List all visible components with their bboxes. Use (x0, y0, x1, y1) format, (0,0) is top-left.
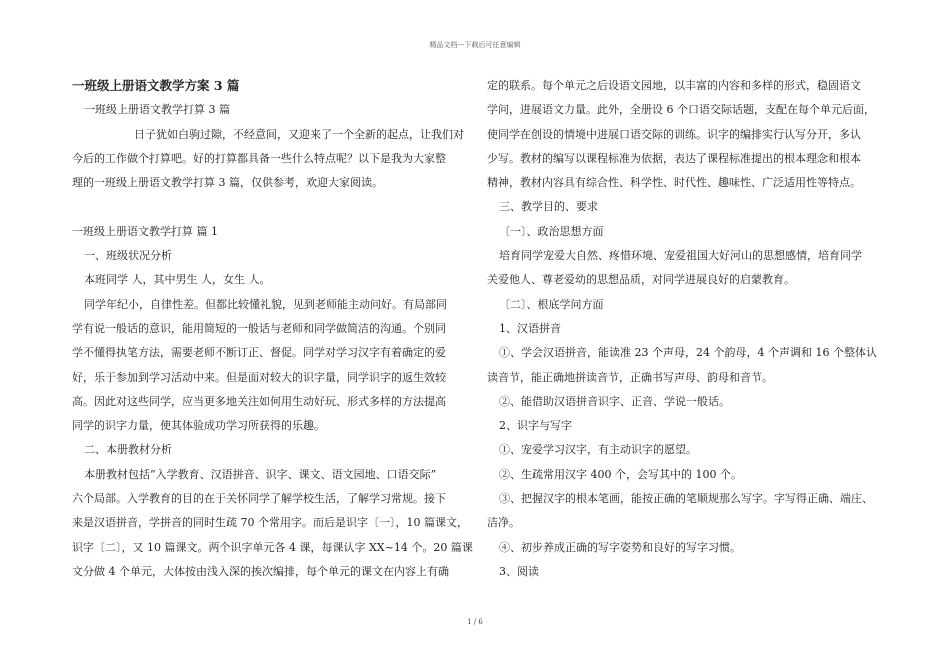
right-column (487, 74, 881, 584)
text-line: 日子犹如白驹过隙，不经意间，又迎来了一个全新的起点，让我们对 (134, 127, 464, 141)
text-line: 学问，进展语文力量。此外，全册设 6 个口语交际话题，支配在每个单元后面， (487, 103, 875, 117)
blank-line (72, 195, 466, 219)
text-line: 本册教材包括“入学教育、汉语拼音、识字、课文、语文园地、口语交际” (84, 467, 437, 481)
text-line: 同学年纪小，自律性差。但都比较懂礼貌，见到老师能主动问好。有局部同 (84, 297, 447, 311)
text-line: 理的一班级上册语文教学打算 3 篇，仅供参考，欢迎大家阅读。 (72, 176, 383, 190)
text-line: 2、识字与写字 (499, 419, 572, 433)
text-line: 关爱他人、尊老爱幼的思想品质，对同学进展良好的启蒙教育。 (487, 273, 795, 287)
text-line: 高。因此对这些同学，应当更多地关注如何用生动好玩、形式多样的方法提高 (72, 394, 446, 408)
document-title: 一班级上册语文教学方案 3 篇 (72, 78, 240, 93)
text-line: ③、把握汉字的根本笔画，能按正确的笔顺规那么写字。字写得正确、端庄、 (499, 492, 873, 506)
text-line: 二、本册教材分析 (84, 443, 172, 457)
text-line: 精神，教材内容具有综合性、科学性、时代性、趣味性、广泛适用性等特点。 (487, 176, 861, 190)
text-line: 本班同学 人，其中男生 人，女生 人。 (84, 273, 271, 287)
text-line: 识字〔二〕，又 10 篇课文。两个识字单元各 4 课，每课认字 XX~14 个。20 篇课 (72, 540, 473, 554)
text-line: 学有说一般话的意识，能用简短的一般话与老师和同学做简洁的沟通。个别同 (72, 321, 446, 335)
text-line: 同学的识字力量，使其体验成功学习所获得的乐趣。 (72, 419, 325, 433)
text-line: ②、生疏常用汉字 400 个，会写其中的 100 个。 (499, 467, 742, 481)
text-line: 使同学在创设的情境中进展口语交际的训练。识字的编排实行认写分开，多认 (487, 127, 861, 141)
text-line: 一、班级状况分析 (84, 249, 172, 263)
text-line: 1、汉语拼音 (499, 321, 561, 335)
text-line: 少写。教材的编写以课程标准为依据，表达了课程标准提出的根本理念和根本 (487, 151, 861, 165)
text-line: 读音节，能正确地拼读音节，正确书写声母、韵母和音节。 (487, 370, 773, 384)
text-line: 六个局部。入学教育的目的在于关怀同学了解学校生活，了解学习常规。接下 (72, 492, 446, 506)
text-line: 培育同学宠爱大自然、疼惜环境、宠爱祖国大好河山的思想感情，培育同学 (499, 249, 862, 263)
page-number: 1 / 6 (467, 618, 483, 626)
text-line: 洁净。 (487, 516, 520, 530)
text-line: ②、能借助汉语拼音识字、正音、学说一般话。 (499, 394, 730, 408)
text-line: 一班级上册语文教学打算 3 篇 (84, 103, 230, 117)
text-line: ④、初步养成正确的写字姿势和良好的写字习惯。 (499, 540, 741, 554)
text-line: ①、宠爱学习汉字，有主动识字的愿望。 (499, 443, 697, 457)
text-line: 一班级上册语文教学打算 篇 1 (72, 224, 218, 238)
text-line: 好，乐于参加到学习活动中来。但是面对较大的识字量，同学识字的返生效较 (72, 370, 446, 384)
text-line: 学不懂得执笔方法，需要老师不断订正、督促。同学对学习汉字有着确定的爱 (72, 346, 446, 360)
text-line: 〔一〕、政治思想方面 (499, 224, 604, 238)
text-line: 3、阅读 (499, 564, 539, 578)
text-line: ①、学会汉语拼音，能读准 23 个声母，24 个韵母，4 个声调和 16 个整体认 (499, 346, 877, 360)
text-line: 今后的工作做个打算吧。好的打算都具备一些什么特点呢？以下是我为大家整 (72, 151, 446, 165)
text-line: 〔二〕、根底学问方面 (499, 297, 604, 311)
text-line: 三、教学目的、要求 (499, 200, 598, 214)
text-line: 定的联系。每个单元之后设语文园地，以丰富的内容和多样的形式，稳固语文 (487, 79, 861, 92)
text-line: 来是汉语拼音，学拼音的同时生疏 70 个常用字。而后是识字〔一〕，10 篇课文， (72, 516, 468, 530)
page-header: 精品文档---下载后可任意编辑 (429, 41, 521, 49)
text-line: 文分做 4 个单元，大体按由浅入深的挨次编排，每个单元的课文在内容上有确 (72, 564, 449, 578)
left-column (72, 74, 473, 584)
